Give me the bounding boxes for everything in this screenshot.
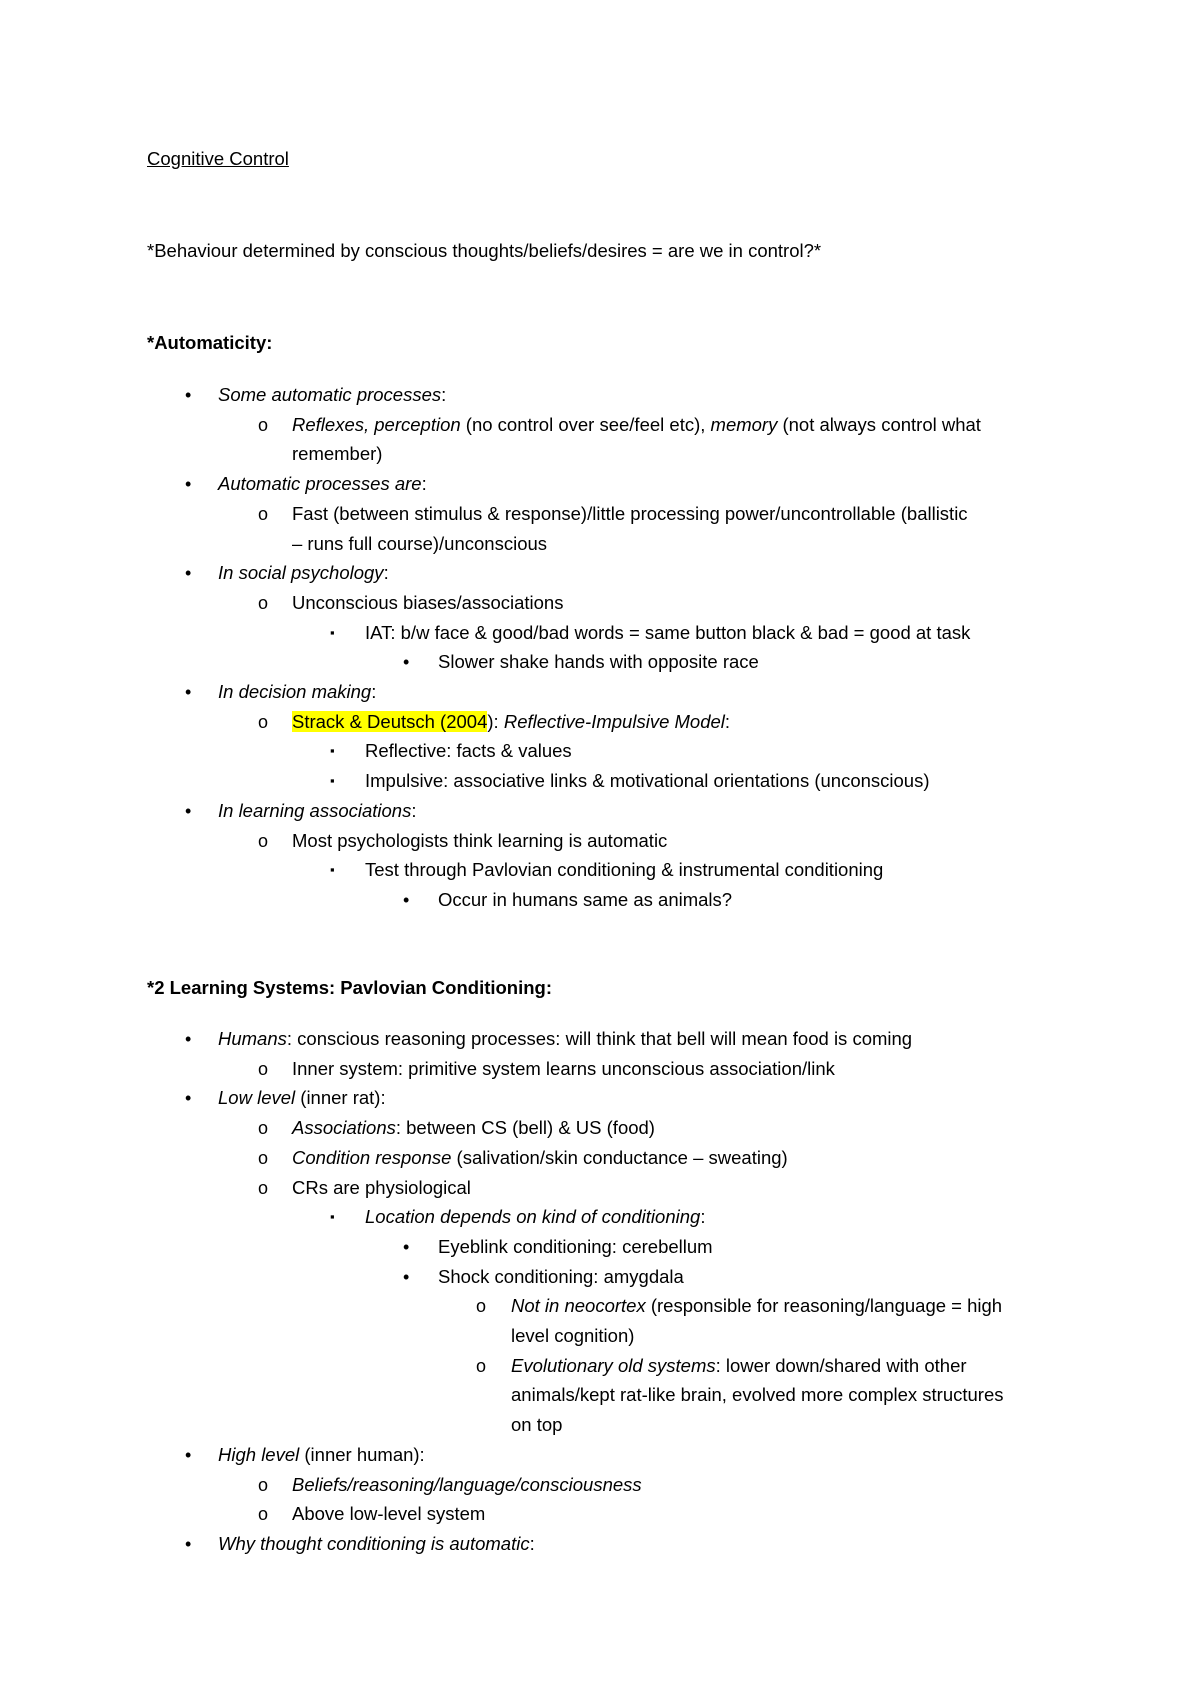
list-item-text: In social psychology — [218, 562, 384, 584]
list-item — [438, 887, 732, 913]
list-item — [292, 501, 968, 527]
bullet-marker: ▪ — [330, 624, 335, 640]
list-item-text: Location depends on kind of conditioning — [365, 1206, 701, 1228]
list-item-text: Not in neocortex — [511, 1295, 646, 1317]
list-item — [438, 1234, 713, 1260]
list-item-text: animals/kept rat-like brain, evolved more complex structures — [511, 1384, 1004, 1406]
list-item — [292, 1501, 485, 1527]
list-item — [292, 1056, 835, 1082]
list-item-text: Condition response — [292, 1146, 452, 1168]
bullet-marker: • — [403, 1266, 410, 1287]
bullet-marker: ▪ — [330, 1209, 335, 1225]
list-item-text: Why thought conditioning is automatic — [218, 1532, 530, 1554]
list-item — [218, 560, 389, 586]
list-item-text: Inner system: primitive system learns unconscious association/link — [292, 1057, 835, 1079]
list-item-text: Fast (between stimulus & response)/little processing power/uncontrollable (ballistic — [292, 502, 968, 524]
bullet-marker: • — [185, 474, 192, 495]
bullet-marker: o — [476, 1355, 487, 1376]
bullet-marker: • — [185, 385, 192, 405]
list-item-text: Above low-level system — [292, 1503, 486, 1525]
list-item-text: Strack & Deutsch (2004 — [292, 710, 488, 732]
intro-line: *Behaviour determined by conscious thoughts/beliefs/desires = are we in control?* — [147, 240, 822, 261]
list-item — [218, 1442, 425, 1468]
list-item — [292, 828, 667, 854]
list-item-text: : — [529, 1532, 535, 1554]
bullet-marker: • — [403, 652, 410, 673]
list-item-text: (inner human): — [299, 1443, 425, 1465]
bullet-marker: o — [258, 1177, 269, 1198]
bullet-marker: o — [258, 830, 269, 851]
list-item-text: Unconscious biases/associations — [292, 591, 564, 613]
list-item — [292, 412, 981, 438]
list-item — [365, 1204, 705, 1230]
list-item-text: : — [724, 710, 731, 732]
list-item-text: : conscious reasoning processes: will think that bell will mean food is coming — [286, 1028, 913, 1049]
list-item-text: In decision making — [218, 681, 372, 702]
list-item-text: Automatic processes are — [218, 473, 422, 495]
bullet-marker: • — [185, 1088, 192, 1109]
list-item-text: : lower down/shared with other — [715, 1354, 967, 1376]
list-item-text: Humans — [218, 1028, 287, 1049]
list-item-continuation — [511, 1323, 634, 1349]
list-item — [292, 709, 730, 735]
list-item-continuation — [511, 1382, 1004, 1408]
list-item — [365, 620, 970, 646]
list-item-text: Some automatic processes — [218, 384, 442, 405]
list-item-text: : — [700, 1206, 706, 1228]
list-item-continuation — [292, 441, 382, 467]
list-item-text: Reflective-Impulsive Model — [503, 710, 725, 732]
bullet-marker: • — [185, 1533, 192, 1554]
list-item-text: Beliefs/reasoning/language/consciousness — [292, 1473, 642, 1495]
list-item-text: (salivation/skin conductance – sweating) — [451, 1146, 788, 1168]
list-item-text: : — [441, 384, 447, 405]
list-item-text: Test through Pavlovian conditioning & instrumental conditioning — [365, 859, 884, 881]
bullet-marker: o — [476, 1296, 487, 1317]
bullet-marker: • — [185, 1444, 192, 1465]
list-item — [292, 1175, 471, 1201]
list-item-text: High level — [218, 1443, 300, 1465]
bullet-marker: • — [185, 682, 192, 702]
list-item — [218, 382, 446, 408]
list-item-continuation — [511, 1412, 562, 1438]
list-item-text: memory — [710, 413, 778, 435]
list-item-text: Most psychologists think learning is automatic — [292, 829, 668, 851]
bullet-marker: • — [403, 889, 410, 910]
list-item — [511, 1353, 967, 1379]
list-item-text: (responsible for reasoning/language = high — [645, 1295, 1003, 1317]
list-item — [365, 857, 883, 883]
list-item — [292, 590, 563, 616]
section-heading: *2 Learning Systems: Pavlovian Conditioning: — [147, 977, 553, 998]
list-item-text: (inner rat): — [295, 1087, 386, 1109]
list-item — [218, 1026, 912, 1052]
list-item-text: : — [411, 799, 417, 821]
list-item — [365, 738, 572, 764]
list-item-text: Impulsive: associative links & motivational orientations (unconscious) — [365, 770, 930, 792]
list-item — [218, 679, 376, 705]
list-item-text: (no control over see/feel etc), — [460, 413, 711, 435]
list-item-text: – runs full course)/unconscious — [292, 532, 548, 554]
document-title: Cognitive Control — [147, 148, 289, 169]
list-item-text: on top — [511, 1414, 563, 1436]
list-item-text: (not always control what — [777, 413, 981, 435]
list-item-text: Reflexes, perception — [292, 413, 461, 435]
list-item-text: Reflective: facts & values — [365, 740, 572, 762]
list-item-text: remember) — [292, 443, 383, 465]
bullet-marker: o — [258, 1058, 269, 1079]
list-item — [218, 471, 427, 497]
bullet-marker: o — [258, 1118, 269, 1139]
bullet-marker: ▪ — [330, 773, 335, 789]
list-item-text: In learning associations — [218, 799, 412, 821]
list-item-text: IAT: b/w face & good/bad words = same button black & bad = good at task — [365, 621, 971, 643]
list-item-text: CRs are physiological — [292, 1176, 471, 1198]
list-item-text: : — [371, 681, 377, 702]
list-item-continuation — [292, 531, 547, 557]
list-item-text: Evolutionary old systems — [511, 1354, 716, 1376]
list-item-text: ): — [487, 710, 504, 732]
bullet-marker: o — [258, 1147, 269, 1168]
list-item-text: level cognition) — [511, 1325, 635, 1346]
bullet-marker: • — [185, 1029, 192, 1049]
list-item-text: Shock conditioning: amygdala — [438, 1265, 684, 1287]
list-item-text: : — [383, 562, 389, 584]
bullet-marker: • — [403, 1236, 410, 1257]
list-item — [438, 649, 759, 675]
bullet-marker: ▪ — [330, 862, 335, 878]
list-item — [365, 768, 930, 794]
list-item-text: Occur in humans same as animals? — [438, 888, 733, 910]
list-item — [292, 1115, 655, 1141]
list-item-text: : — [421, 473, 427, 495]
list-item-text: Slower shake hands with opposite race — [438, 651, 759, 673]
bullet-marker: o — [258, 1504, 269, 1525]
list-item — [438, 1264, 684, 1290]
list-item-text: Eyeblink conditioning: cerebellum — [438, 1235, 713, 1257]
bullet-marker: o — [258, 503, 269, 524]
list-item — [292, 1145, 788, 1171]
bullet-marker: o — [258, 592, 269, 613]
list-item — [218, 1085, 386, 1111]
list-item — [292, 1472, 642, 1498]
list-item — [218, 798, 416, 824]
list-item — [218, 1531, 535, 1557]
bullet-marker: • — [185, 563, 192, 584]
bullet-marker: o — [258, 711, 269, 732]
bullet-marker: ▪ — [330, 743, 335, 759]
section-heading: *Automaticity: — [147, 332, 273, 353]
bullet-marker: o — [258, 414, 269, 435]
bullet-marker: o — [258, 1474, 269, 1495]
list-item — [511, 1293, 1002, 1319]
list-item-text: : between CS (bell) & US (food) — [395, 1117, 655, 1139]
bullet-marker: • — [185, 800, 192, 821]
list-item-text: Low level — [218, 1087, 296, 1109]
list-item-text: Associations — [292, 1117, 396, 1139]
